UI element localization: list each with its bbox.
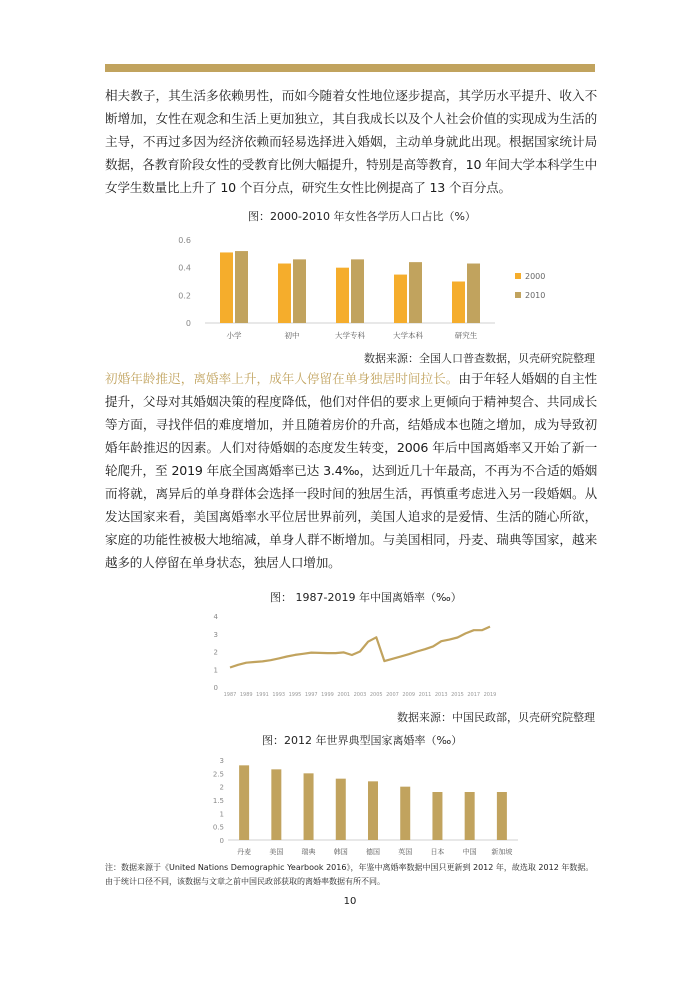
bar	[465, 792, 475, 840]
bar	[432, 792, 442, 840]
paragraph-2	[105, 367, 597, 574]
bar	[220, 252, 233, 323]
bar	[394, 275, 407, 323]
x-tick-label: 2019	[483, 692, 497, 698]
bar	[351, 259, 364, 323]
category-label: 新加坡	[491, 848, 513, 856]
category-label: 德国	[366, 848, 380, 856]
y-tick-label: 2.5	[212, 770, 224, 779]
x-tick-label: 1989	[239, 692, 253, 698]
x-tick-label: 2015	[451, 692, 464, 698]
y-tick-label: 1.5	[212, 797, 224, 805]
chart2-source: 数据来源：中国民政部，贝壳研究院整理	[397, 711, 595, 724]
legend-swatch	[515, 273, 521, 279]
y-tick-label: 1	[213, 666, 218, 675]
bar	[293, 259, 306, 323]
y-tick-label: 0	[219, 837, 224, 845]
y-tick-label: 2	[219, 783, 224, 792]
x-tick-label: 1999	[321, 692, 334, 698]
y-tick-label: 3	[219, 757, 224, 765]
x-tick-label: 2017	[467, 692, 481, 698]
y-tick-label: 0.5	[212, 823, 224, 832]
y-tick-label: 3	[213, 630, 218, 639]
x-tick-label: 1993	[272, 692, 286, 698]
bar	[304, 773, 314, 840]
y-tick-label: 1	[219, 810, 224, 819]
education-share-bar-chart	[165, 228, 565, 346]
x-tick-label: 2001	[337, 692, 351, 698]
x-tick-label: 1997	[304, 692, 318, 698]
category-label: 小学	[226, 331, 242, 340]
y-tick-label: 0	[213, 684, 218, 692]
y-tick-label: 0.4	[178, 263, 191, 273]
bar	[278, 264, 291, 323]
china-divorce-rate-line-chart	[200, 608, 520, 703]
bar	[368, 781, 378, 840]
y-tick-label: 0	[185, 319, 191, 328]
bar	[235, 251, 248, 323]
bar	[497, 792, 507, 840]
category-label: 初中	[284, 331, 300, 340]
divorce-rate-line	[230, 627, 490, 668]
y-tick-label: 0.6	[178, 236, 191, 245]
x-tick-label: 2007	[386, 692, 399, 698]
category-label: 大学专科	[335, 331, 365, 340]
y-tick-label: 0.2	[178, 291, 191, 301]
x-tick-label: 2005	[369, 692, 383, 698]
y-tick-label: 4	[213, 613, 218, 621]
paragraph-2-highlight: 初婚年龄推迟，离婚率上升，成年人停留在单身独居时间拉长。	[105, 371, 459, 386]
category-label: 韩国	[333, 848, 348, 856]
x-tick-label: 1987	[223, 692, 237, 698]
country-divorce-rate-bar-chart	[200, 752, 530, 860]
category-label: 日本	[430, 848, 445, 856]
x-tick-label: 2013	[434, 692, 448, 698]
category-label: 大学本科	[393, 331, 423, 340]
chart1-caption: 图：2000-2010 年女性各学历人口占比（%）	[248, 210, 476, 223]
bar	[409, 262, 422, 323]
paragraph-2-body: 由于年轻人婚姻的自主性提升，父母对其婚姻决策的程度降低，他们对伴侣的要求上更倾向于精神契合、共同成长等方面，寻找伴侣的难度增加，并且随着房价的升高，结婚成本也随之增加，成为导致初婚年龄推迟的因素。人们对待婚姻的态度发生转变，2006 年后中国离婚率又开始了新一轮爬升，至 2019 年底全国离婚率已达 3.4‰，达到近几十年最高，不再为不合适的婚姻而将就，离异后的单身群体会选择一段时间的独居生活，再慎重考虑进入另一段婚姻。从发达国家来看，美国离婚率水平位居世界前列，美国人追求的是爱情、生活的随心所欲，家庭的功能性被极大地缩减，单身人群不断增加。与美国相同，丹麦、瑞典等国家，越来越多的人停留在单身状态，独居人口增加。	[105, 371, 597, 570]
bar	[336, 779, 346, 840]
category-label: 研究生	[454, 331, 478, 340]
bar	[336, 268, 349, 323]
bar	[271, 769, 281, 840]
chart1-source: 数据来源：全国人口普查数据，贝壳研究院整理	[364, 352, 595, 365]
x-tick-label: 2009	[402, 692, 416, 698]
bar	[452, 282, 465, 324]
x-tick-label: 1991	[256, 692, 269, 698]
legend-swatch	[515, 292, 521, 298]
legend-label: 2010	[525, 291, 546, 300]
category-label: 英国	[398, 848, 413, 856]
chart2-caption: 图： 1987-2019 年中国离婚率（‰）	[270, 591, 462, 604]
header-accent-bar	[105, 64, 595, 72]
bar	[239, 765, 249, 840]
y-tick-label: 2	[213, 648, 218, 657]
category-label: 瑞典	[301, 848, 316, 856]
category-label: 丹麦	[237, 848, 252, 856]
category-label: 美国	[269, 848, 284, 856]
legend-label: 2000	[525, 272, 546, 281]
bar	[467, 264, 480, 323]
bar	[400, 787, 410, 840]
chart3-caption: 图：2012 年世界典型国家离婚率（‰）	[262, 734, 463, 747]
paragraph-1: 相夫教子，其生活多依赖男性，而如今随着女性地位逐步提高，其学历水平提升、收入不断增加，女性在观念和生活上更加独立，其自我成长以及个人社会价值的实现成为生活的主导，不再过多因为经济依赖而轻易选择进入婚姻，主动单身就此出现。根据国家统计局数据，各教育阶段女性的受教育比例大幅提升，特别是高等教育，10 年间大学本科学生中女学生数量比上升了 10 个百分点，研究生女性比例提高了 13 个百分点。	[105, 88, 597, 195]
footnote: 注：数据来源于《United Nations Demographic Yearbook 2016》，年鉴中离婚率数据中国只更新到 2012 年，故选取 2012 年数据。由于统计口径不同，该数据与文章之前中国民政部获取的离婚率数据有所不同。	[105, 863, 594, 886]
x-tick-label: 2011	[418, 692, 432, 698]
category-label: 中国	[462, 848, 477, 856]
x-tick-label: 2003	[353, 692, 367, 698]
x-tick-label: 1995	[288, 692, 302, 698]
page-number: 10	[343, 896, 357, 907]
